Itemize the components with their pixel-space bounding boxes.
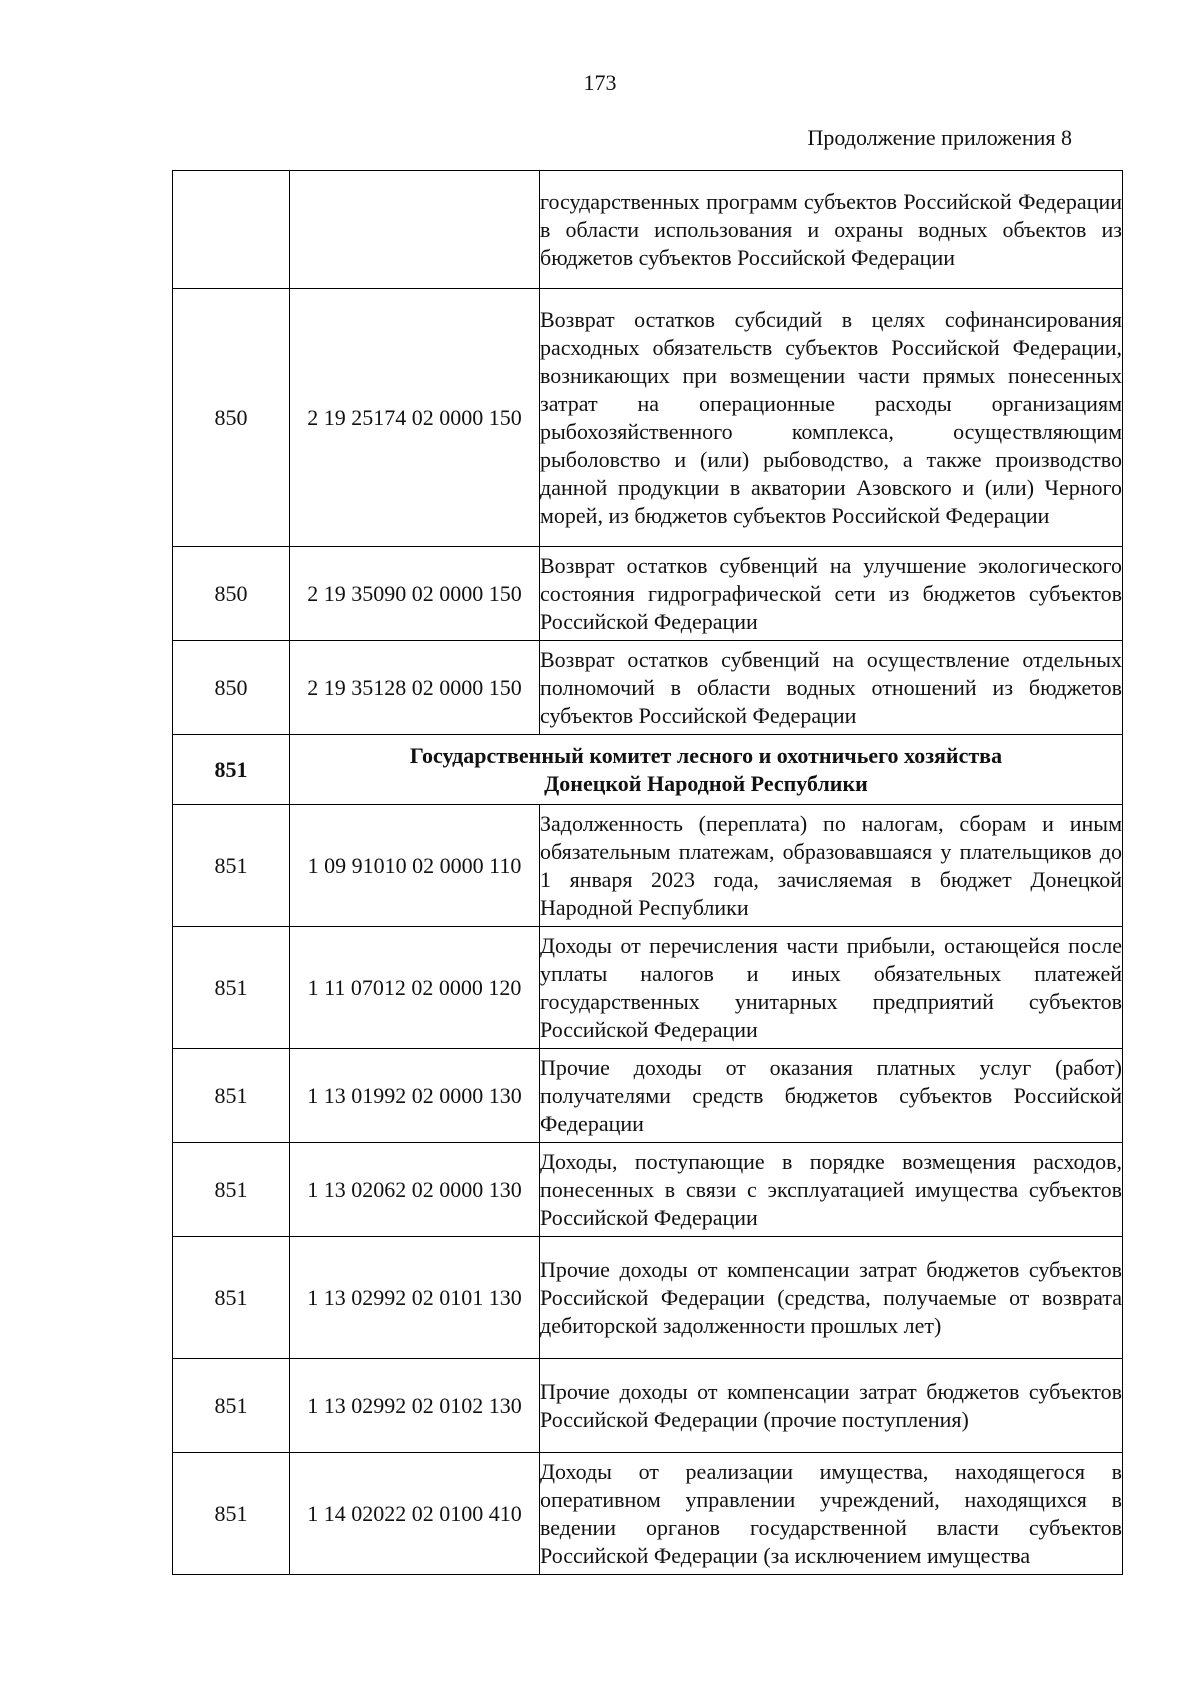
table-row	[173, 1049, 1123, 1143]
chapter-code-cell: 851	[173, 805, 290, 927]
description-cell: Прочие доходы от оказания платных услуг (работ) получателями средств бюджетов субъектов Российской Федерации	[540, 1049, 1123, 1143]
table-row	[173, 1453, 1123, 1575]
table-row	[173, 927, 1123, 1049]
revenue-code-cell: 2 19 35128 02 0000 150	[290, 641, 540, 735]
group-title-line: Донецкой Народной Республики	[544, 770, 868, 796]
revenue-code-cell: 2 19 25174 02 0000 150	[290, 289, 540, 547]
table-row	[173, 547, 1123, 641]
revenue-code-cell: 1 13 02062 02 0000 130	[290, 1143, 540, 1237]
description-cell: Доходы от реализации имущества, находящегося в оперативном управлении учреждений, находящихся в ведении органов государственной власти субъектов Российской Федерации (за исключением имущества	[540, 1453, 1123, 1575]
description-cell: Возврат остатков субвенций на осуществление отдельных полномочий в области водных отношений из бюджетов субъектов Российской Федерации	[540, 641, 1123, 735]
chapter-code-cell: 851	[173, 1049, 290, 1143]
chapter-code-cell: 850	[173, 547, 290, 641]
chapter-code-cell: 850	[173, 641, 290, 735]
chapter-code-cell: 851	[173, 1359, 290, 1453]
chapter-code-cell: 851	[173, 1453, 290, 1575]
description-cell: Доходы, поступающие в порядке возмещения расходов, понесенных в связи с эксплуатацией имущества субъектов Российской Федерации	[540, 1143, 1123, 1237]
chapter-code-cell: 851	[173, 927, 290, 1049]
group-chapter-code: 851	[173, 735, 290, 805]
chapter-code-cell: 851	[173, 1143, 290, 1237]
group-header-row	[173, 735, 1123, 805]
description-cell: Возврат остатков субсидий в целях софинансирования расходных обязательств субъектов Российской Федерации, возникающих при возмещении части прямых понесенных затрат на операционные расходы организациям рыбохозяйственного комплекса, осуществляющим рыболовство и (или) рыбоводство, а также производство данной продукции в акватории Азовского и (или) Черного морей, из бюджетов субъектов Российской Федерации	[540, 289, 1123, 547]
revenue-code-cell: 1 11 07012 02 0000 120	[290, 927, 540, 1049]
table-row	[173, 171, 1123, 289]
revenue-code-cell: 1 13 02992 02 0102 130	[290, 1359, 540, 1453]
table-row	[173, 1237, 1123, 1359]
chapter-code-cell	[173, 171, 290, 289]
appendix-continuation-note: Продолжение приложения 8	[807, 125, 1072, 150]
table-row	[173, 1359, 1123, 1453]
chapter-code-cell: 850	[173, 289, 290, 547]
description-cell: Возврат остатков субвенций на улучшение экологического состояния гидрографической сети из бюджетов субъектов Российской Федерации	[540, 547, 1123, 641]
description-cell: Задолженность (переплата) по налогам, сборам и иным обязательным платежам, образовавшаяся у плательщиков до 1 января 2023 года, зачисляемая в бюджет Донецкой Народной Республики	[540, 805, 1123, 927]
table-row	[173, 1143, 1123, 1237]
chapter-code-cell: 851	[173, 1237, 290, 1359]
table-row	[173, 289, 1123, 547]
table-row	[173, 641, 1123, 735]
revenue-code-cell: 1 09 91010 02 0000 110	[290, 805, 540, 927]
revenue-code-cell: 1 13 01992 02 0000 130	[290, 1049, 540, 1143]
page-number: 173	[583, 70, 617, 95]
revenue-codes-table	[172, 170, 1123, 1575]
description-cell: государственных программ субъектов Российской Федерации в области использования и охраны водных объектов из бюджетов субъектов Российской Федерации	[540, 171, 1123, 289]
description-cell: Доходы от перечисления части прибыли, остающейся после уплаты налогов и иных обязательных платежей государственных унитарных предприятий субъектов Российской Федерации	[540, 927, 1123, 1049]
table-row	[173, 805, 1123, 927]
revenue-code-cell: 2 19 35090 02 0000 150	[290, 547, 540, 641]
group-title-line: Государственный комитет лесного и охотничьего хозяйства	[409, 742, 1003, 768]
revenue-code-cell: 1 13 02992 02 0101 130	[290, 1237, 540, 1359]
description-cell: Прочие доходы от компенсации затрат бюджетов субъектов Российской Федерации (прочие поступления)	[540, 1359, 1123, 1453]
revenue-code-cell	[290, 171, 540, 289]
revenue-code-cell: 1 14 02022 02 0100 410	[290, 1453, 540, 1575]
group-title	[290, 735, 1123, 805]
description-cell: Прочие доходы от компенсации затрат бюджетов субъектов Российской Федерации (средства, получаемые от возврата дебиторской задолженности прошлых лет)	[540, 1237, 1123, 1359]
